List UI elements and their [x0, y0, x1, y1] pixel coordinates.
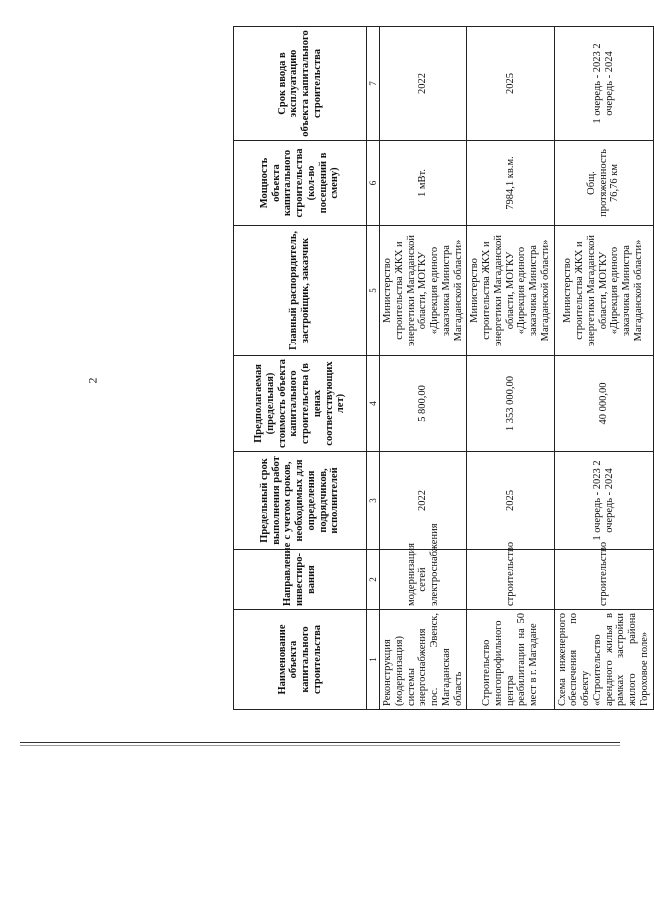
header-commissioning: Срок ввода в эксплуатацию объекта капитального строительства: [234, 27, 367, 141]
table-row: [554, 27, 653, 710]
commissioning-date: 1 очередь - 2023 2 очередь - 2024: [554, 27, 653, 141]
column-number-row: [367, 27, 380, 710]
table-row: [467, 27, 554, 710]
customer: Министерство строительства ЖКХ и энергетики Магаданской области, МОГКУ «Дирекция единого заказчика Министра Магаданской области»: [554, 226, 653, 356]
table-row: [380, 27, 467, 710]
capital-construction-table: [233, 26, 654, 710]
header-deadline: Предельный срок выполнения работ с учетом сроков, необходимых для определения подрядчиков, исполнителей: [234, 452, 367, 550]
customer: Министерство строительства ЖКХ и энергетики Магаданской области, МОГКУ «Дирекция единого заказчика Министра Магаданской области»: [467, 226, 554, 356]
deadline: 1 очередь - 2023 2 очередь - 2024: [554, 452, 653, 550]
header-cost: Предполагаемая (предельная) стоимость объекта капитального строительства (в ценах соответствующих лет): [234, 356, 367, 452]
header-row: [234, 27, 367, 710]
commissioning-date: 2025: [467, 27, 554, 141]
column-number: 7: [367, 27, 380, 141]
object-name: Реконструкция (модернизация) системы энергоснабжения пос. Эвенск, Магаданская область: [380, 610, 467, 710]
capacity: 1 мВт.: [380, 141, 467, 226]
column-number: 4: [367, 356, 380, 452]
header-direction: Направление инвестиро-вания: [234, 550, 367, 610]
column-number: 6: [367, 141, 380, 226]
scan-edge-line: [20, 742, 620, 743]
object-name: Схема инженерного обеспечения по объекту «Строительство арендного жилья в рамках застройки жилого района Гороховое поле»: [554, 610, 653, 710]
customer: Министерство строительства ЖКХ и энергетики Магаданской области, МОГКУ «Дирекция единого заказчика Министра Магаданской области»: [380, 226, 467, 356]
capacity: Общ. протяженность 76,76 км: [554, 141, 653, 226]
header-capacity: Мощность объекта капитального строительства (кол-во посещений в смену): [234, 141, 367, 226]
column-number: 3: [367, 452, 380, 550]
column-number: 2: [367, 550, 380, 610]
deadline: 2025: [467, 452, 554, 550]
investment-direction: модернизация сетей электроснабжения: [380, 550, 467, 610]
column-number: 5: [367, 226, 380, 356]
commissioning-date: 2022: [380, 27, 467, 141]
estimated-cost: 1 353 000,00: [467, 356, 554, 452]
estimated-cost: 40 000,00: [554, 356, 653, 452]
page-number: 2: [85, 377, 100, 384]
header-customer: Главный распорядитель, застройщик, заказчик: [234, 226, 367, 356]
column-number: 1: [367, 610, 380, 710]
object-name: Строительство многопрофильного центра реабилитации на 50 мест в г. Магадане: [467, 610, 554, 710]
deadline: 2022: [380, 452, 467, 550]
investment-direction: строительство: [554, 550, 653, 610]
investment-direction: строительство: [467, 550, 554, 610]
estimated-cost: 5 800,00: [380, 356, 467, 452]
scan-edge-line: [20, 745, 620, 746]
capacity: 7984,1 кв.м.: [467, 141, 554, 226]
header-name: Наименование объекта капитального строительства: [234, 610, 367, 710]
